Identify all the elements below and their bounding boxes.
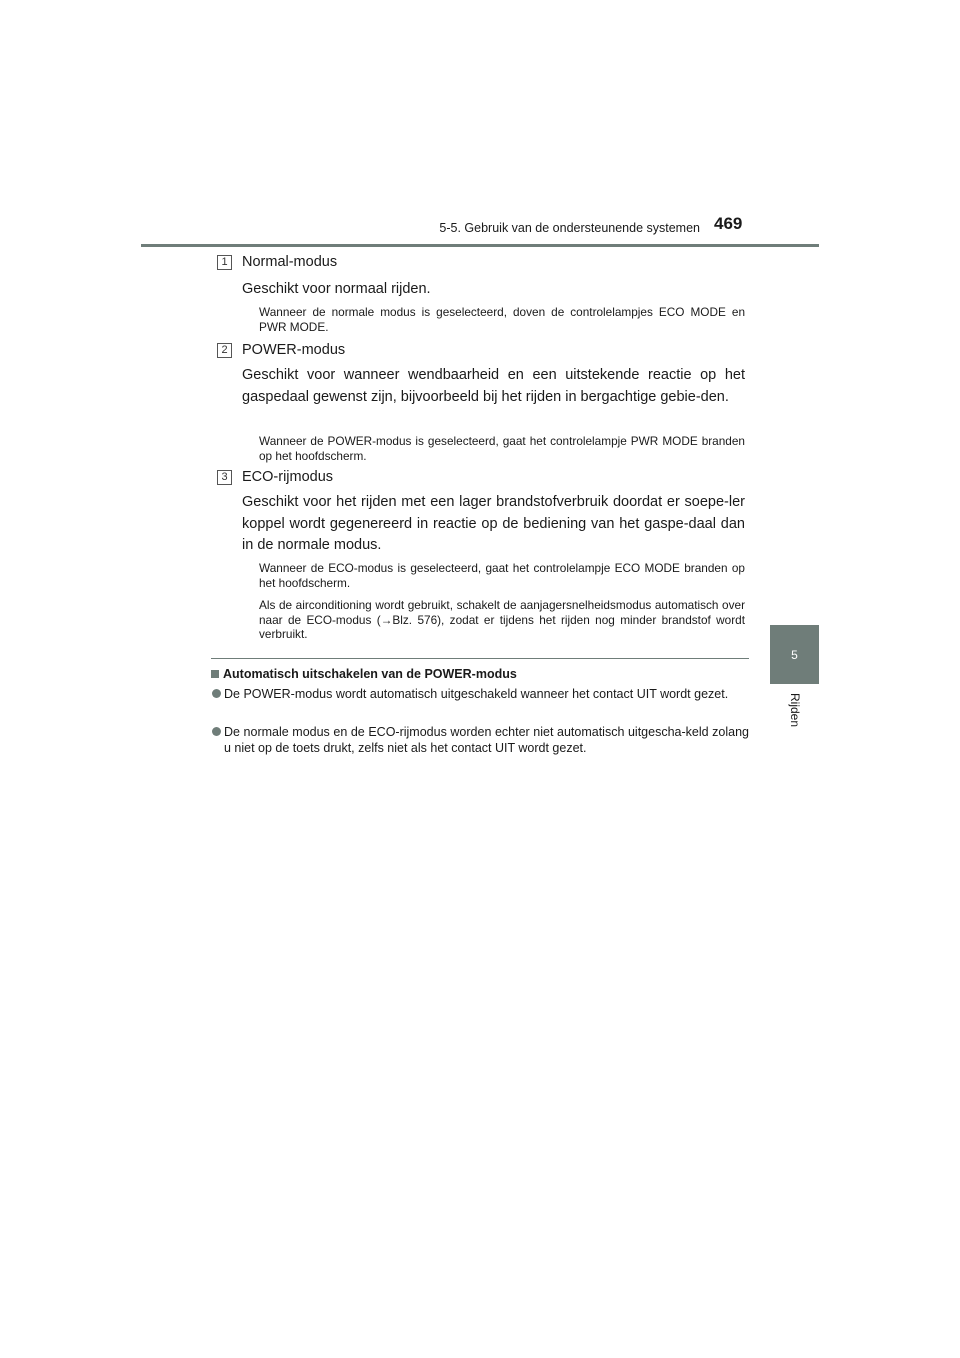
mode-note-eco-1: Wanneer de ECO-modus is geselecteerd, gaat het controlelampje ECO MODE branden op het hoofdscherm. — [259, 561, 745, 590]
number-badge-2: 2 — [217, 343, 232, 358]
info-bullet-text-2: De normale modus en de ECO-rijmodus worden echter niet automatisch uitgescha-keld zolang u niet op de toets drukt, zelfs niet als het contact UIT wordt gezet. — [224, 725, 749, 755]
square-bullet-icon — [211, 670, 219, 678]
mode-description-normal: Geschikt voor normaal rijden. — [242, 281, 431, 297]
info-bullet-1 — [211, 686, 749, 702]
mode-title-normal: Normal-modus — [242, 254, 338, 270]
chapter-label: Rijden — [788, 692, 802, 728]
circle-bullet-icon — [212, 689, 221, 698]
info-heading — [211, 667, 517, 681]
mode-note-eco-2: Als de airconditioning wordt gebruikt, schakelt de aanjagersnelheidsmodus automatisch over naar de ECO-modus (→Blz. 576), zodat er tijdens het rijden nog minder brandstof wordt verbruikt. — [259, 598, 745, 641]
header-rule — [141, 244, 819, 247]
chapter-number: 5 — [791, 647, 798, 662]
mode-description-eco: Geschikt voor het rijden met een lager brandstofverbruik doordat er soepe-ler koppel wordt gegenereerd in reactie op de bediening van het gaspe-daal dan in de normale modus. — [242, 494, 745, 553]
chapter-tab — [770, 625, 819, 684]
number-badge-3: 3 — [217, 470, 232, 485]
circle-bullet-icon — [212, 727, 221, 736]
section-title: 5-5. Gebruik van de ondersteunende systemen — [439, 221, 700, 235]
mode-note-normal: Wanneer de normale modus is geselecteerd, doven de controlelampjes ECO MODE en PWR MODE. — [259, 305, 745, 334]
info-bullet-2 — [211, 724, 749, 756]
number-badge-1: 1 — [217, 255, 232, 270]
chapter-label-container — [781, 688, 809, 732]
mode-title-eco: ECO-rijmodus — [242, 469, 334, 485]
page-number: 469 — [714, 214, 743, 233]
mode-title-power: POWER-modus — [242, 342, 346, 358]
mode-description-power: Geschikt voor wanneer wendbaarheid en een uitstekende reactie op het gaspedaal gewenst zijn, bijvoorbeeld bij het rijden in bergachtige gebie-den. — [242, 367, 745, 405]
info-heading-text: Automatisch uitschakelen van de POWER-modus — [223, 667, 517, 681]
info-bullet-text-1: De POWER-modus wordt automatisch uitgeschakeld wanneer het contact UIT wordt gezet. — [224, 687, 729, 701]
section-divider — [211, 658, 749, 659]
mode-note-power: Wanneer de POWER-modus is geselecteerd, gaat het controlelampje PWR MODE branden op het hoofdscherm. — [259, 434, 745, 463]
